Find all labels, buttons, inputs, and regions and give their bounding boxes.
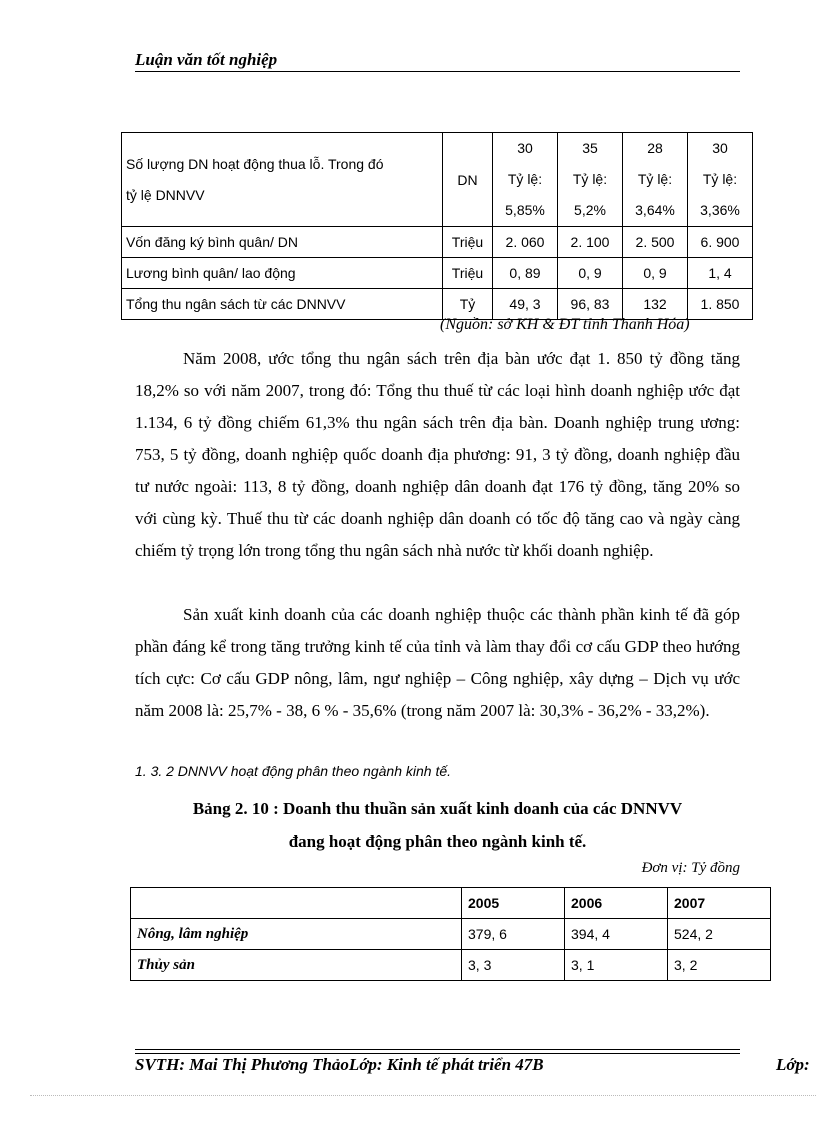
row-label: Vốn đăng ký bình quân/ DN (122, 227, 443, 258)
table-row (122, 289, 753, 320)
table-row (122, 227, 753, 258)
row-unit: Triệu (443, 227, 493, 258)
cell-ratio: 5,85% (505, 202, 545, 218)
body-paragraph: Năm 2008, ước tổng thu ngân sách trên địa bàn ước đạt 1. 850 tỷ đồng tăng 18,2% so với năm 2007, trong đó: Tổng thu thuế từ các loại hình doanh nghiệp ước đạt 1.134, 6 tỷ đồng chiếm 61,3% thu ngân sách trên địa bàn. Doanh nghiệp trung ương: 753, 5 tỷ đồng, doanh nghiệp quốc doanh địa phương: 91, 3 tỷ đồng, doanh nghiệp đầu tư nước ngoài: 113, 8 tỷ đồng, doanh nghiệp dân doanh đạt 176 tỷ đồng, tăng 20% so với cùng kỳ. Thuế thu từ các doanh nghiệp dân doanh có tốc độ tăng cao và ngày càng chiếm tỷ trọng lớn trong tổng thu ngân sách nhà nước từ khối doanh nghiệp. (135, 349, 740, 560)
table-cell: 3, 1 (565, 950, 668, 981)
table-cell: 3, 3 (462, 950, 565, 981)
table-cell: 1, 4 (688, 258, 753, 289)
table-cell: 132 (623, 289, 688, 320)
page-header-title: Luận văn tốt nghiệp (135, 50, 278, 69)
table-cell: 0, 9 (623, 258, 688, 289)
table-row (131, 950, 771, 981)
row-label (122, 133, 443, 227)
table-source: (Nguồn: sở KH & ĐT tỉnh Thanh Hóa) (440, 316, 690, 333)
section-heading: 1. 3. 2 DNNVV hoạt động phân theo ngành kinh tế. (135, 763, 452, 779)
table-cell: 96, 83 (558, 289, 623, 320)
table-cell: 2. 100 (558, 227, 623, 258)
summary-table (121, 132, 753, 320)
table-cell: 2. 060 (493, 227, 558, 258)
row-unit: DN (443, 133, 493, 227)
table-cell (623, 133, 688, 227)
row-label-line: tỷ lệ DNNVV (126, 186, 205, 203)
table-caption: Bảng 2. 10 : Doanh thu thuần sản xuất kinh doanh của các DNNVV (192, 799, 683, 818)
table-cell: 6. 900 (688, 227, 753, 258)
table-cell: 379, 6 (462, 919, 565, 950)
table-cell: 1. 850 (688, 289, 753, 320)
cell-ratio-label: Tỷ lệ: (507, 171, 543, 187)
revenue-table (130, 887, 771, 981)
unit-note: Đơn vị: Tỷ đồng (641, 860, 740, 876)
table-cell: 394, 4 (565, 919, 668, 950)
cell-value: 28 (647, 140, 663, 156)
table-cell (688, 133, 753, 227)
column-header (131, 888, 462, 919)
column-header: 2005 (462, 888, 565, 919)
row-unit: Triệu (443, 258, 493, 289)
cell-ratio: 3,64% (635, 202, 675, 218)
row-unit: Tỷ (443, 289, 493, 320)
cell-value: 30 (712, 140, 728, 156)
table-cell: 49, 3 (493, 289, 558, 320)
footer-rule (135, 1053, 740, 1054)
cell-ratio-label: Tỷ lệ: (702, 171, 738, 187)
cell-ratio-label: Tỷ lệ: (637, 171, 673, 187)
table-cell (493, 133, 558, 227)
cell-ratio: 3,36% (700, 202, 740, 218)
column-header: 2006 (565, 888, 668, 919)
table-row (122, 133, 753, 227)
footer-class-label: Lớp: (776, 1055, 810, 1074)
row-label: Nông, lâm nghiệp (131, 919, 462, 950)
table-cell: 0, 9 (558, 258, 623, 289)
table-row (131, 919, 771, 950)
cell-ratio: 5,2% (574, 202, 606, 218)
column-header: 2007 (668, 888, 771, 919)
footer-rule (135, 1049, 740, 1050)
table-cell: 2. 500 (623, 227, 688, 258)
table-row (122, 258, 753, 289)
table-caption: đang hoạt động phân theo ngành kinh tế. (288, 832, 587, 851)
table-cell: 3, 2 (668, 950, 771, 981)
row-label: Lương bình quân/ lao động (122, 258, 443, 289)
cell-value: 30 (517, 140, 533, 156)
table-cell: 0, 89 (493, 258, 558, 289)
header-rule (135, 71, 740, 72)
page-break-line (30, 1095, 816, 1096)
table-header-row (131, 888, 771, 919)
table-cell: 524, 2 (668, 919, 771, 950)
row-label: Thủy sản (131, 950, 462, 981)
row-label: Tổng thu ngân sách từ các DNNVV (122, 289, 443, 320)
table-cell (558, 133, 623, 227)
footer-student-info: SVTH: Mai Thị Phương ThảoLớp: Kinh tế phát triển 47B (135, 1055, 544, 1074)
row-label-line: Số lượng DN hoạt động thua lỗ. Trong đó (126, 155, 384, 172)
body-paragraph: Sản xuất kinh doanh của các doanh nghiệp thuộc các thành phần kinh tế đã góp phần đáng kể trong tăng trưởng kinh tế của tỉnh và làm thay đổi cơ cấu GDP theo hướng tích cực: Cơ cấu GDP nông, lâm, ngư nghiệp – Công nghiệp, xây dựng – Dịch vụ ước năm 2008 là: 25,7% - 38, 6 % - 35,6% (trong năm 2007 là: 30,3% - 36,2% - 33,2%). (135, 605, 740, 720)
cell-value: 35 (582, 140, 598, 156)
cell-ratio-label: Tỷ lệ: (572, 171, 608, 187)
